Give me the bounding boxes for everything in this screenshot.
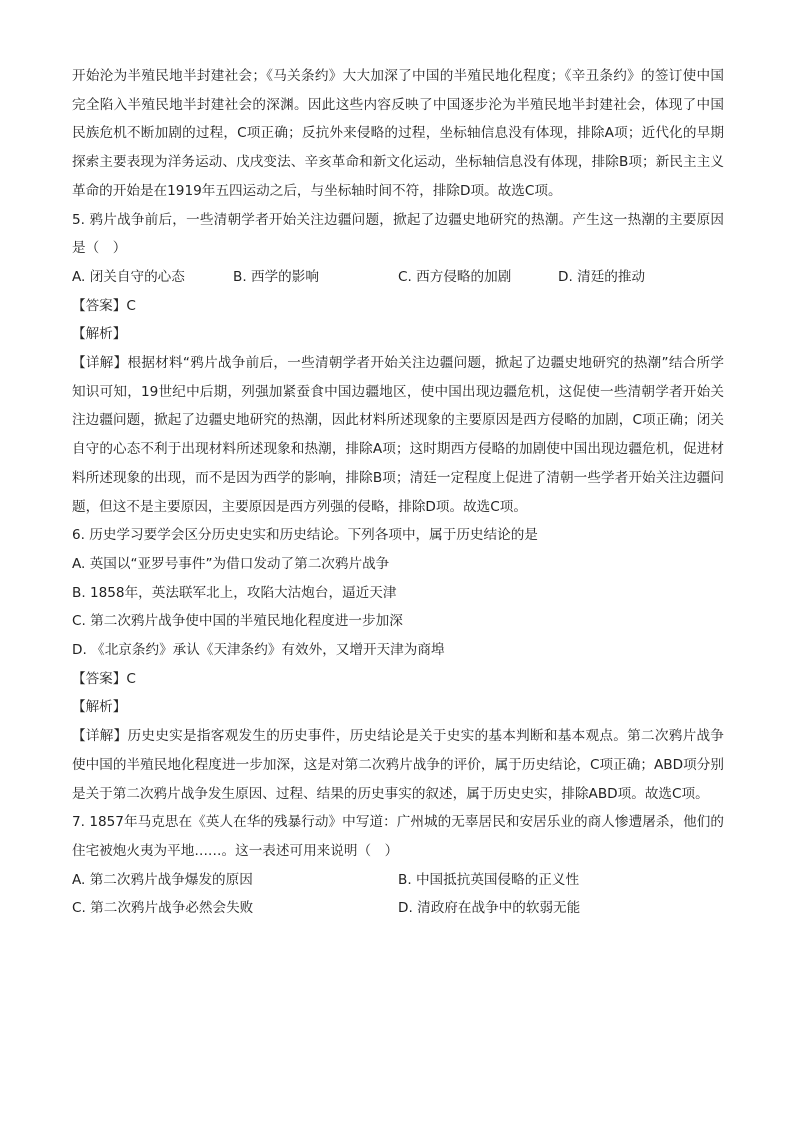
analysis-label: 【解析】 — [72, 699, 127, 716]
question-stem: 7. 1857年马克思在《英人在华的残暴行动》中写道：广州城的无辜居民和安居乐业的商人惨遭屠杀，他们的住宅被炮火夷为平地……。这一表述可用来说明（ ） — [72, 814, 724, 859]
detail-paragraph — [72, 722, 724, 808]
document-body — [72, 62, 724, 923]
analysis-label: 【解析】 — [72, 326, 127, 343]
option-b: B. 中国抵抗英国侵略的正义性 — [398, 871, 580, 888]
question-5 — [72, 206, 724, 522]
option-d: D. 清政府在战争中的软弱无能 — [398, 900, 581, 917]
answer-value: C — [126, 670, 136, 687]
detail-paragraph — [72, 349, 724, 521]
detail-label: 【详解】 — [72, 355, 128, 372]
answer-line — [72, 665, 724, 694]
option-c: C. 第二次鸦片战争必然会失败 — [72, 900, 254, 917]
option-a: A. 英国以“亚罗号事件”为借口发动了第二次鸦片战争 — [72, 555, 390, 572]
question-6 — [72, 521, 724, 808]
option-a: A. 第二次鸦片战争爆发的原因 — [72, 871, 253, 888]
answer-label: 【答案】 — [72, 297, 127, 314]
answer-value: C — [126, 297, 136, 314]
option-a: A. 闭关自守的心态 — [72, 268, 185, 285]
option-b: B. 西学的影响 — [233, 268, 319, 285]
detail-text: 根据材料“鸦片战争前后，一些清朝学者开始关注边疆问题，掀起了边疆史地研究的热潮”结合所学知识可知，19世纪中后期，列强加紧蚕食中国边疆地区，使中国出现边疆危机，这促使一些清朝学者开始关注边疆问题，掀起了边疆史地研究的热潮，因此材料所述现象的主要原因是西方侵略的加剧，C项正确；闭关自守的心态不利于出现材料所述现象和热潮，排除A项；这时期西方侵略的加剧使中国出现边疆危机，促进材料所述现象的出现，而不是因为西学的影响，排除B项；清廷一定程度上促进了清朝一些学者开始关注边疆问题，但这不是主要原因，主要原因是西方列强的侵略，排除D项。故选C项。 — [72, 355, 724, 515]
option-c: C. 西方侵略的加剧 — [398, 268, 512, 285]
option-b: B. 1858年，英法联军北上，攻陷大沽炮台，逼近天津 — [72, 584, 397, 601]
question-stem: 6. 历史学习要学会区分历史史实和历史结论。下列各项中，属于历史结论的是 — [72, 527, 538, 544]
detail-text: 历史史实是指客观发生的历史事件，历史结论是关于史实的基本判断和基本观点。第二次鸦片战争使中国的半殖民地化程度进一步加深，这是对第二次鸦片战争的评价，属于历史结论，C项正确；ABD项分别是关于第二次鸦片战争发生原因、过程、结果的历史事实的叙述，属于历史史实，排除ABD项。故选C项。 — [72, 728, 724, 802]
question-stem: 5. 鸦片战争前后，一些清朝学者开始关注边疆问题，掀起了边疆史地研究的热潮。产生这一热潮的主要原因是（ ） — [72, 211, 724, 257]
option-c: C. 第二次鸦片战争使中国的半殖民地化程度进一步加深 — [72, 613, 403, 630]
option-d: D. 清廷的推动 — [558, 268, 646, 285]
option-row — [72, 894, 724, 923]
answer-label: 【答案】 — [72, 670, 127, 687]
option-row — [72, 866, 724, 895]
intro-paragraph: 开始沦为半殖民地半封建社会；《马关条约》大大加深了中国的半殖民地化程度；《辛丑条约》的签订使中国完全陷入半殖民地半封建社会的深渊。因此这些内容反映了中国逐步沦为半殖民地半封建社会，体现了中国民族危机不断加剧的过程，C项正确；反抗外来侵略的过程，坐标轴信息没有体现，排除A项；近代化的早期探索主要表现为洋务运动、戊戌变法、辛亥革命和新文化运动，坐标轴信息没有体现，排除B项；新民主主义革命的开始是在1919年五四运动之后，与坐标轴时间不符，排除D项。故选C项。 — [72, 68, 724, 199]
answer-line — [72, 292, 724, 321]
option-row — [72, 263, 724, 292]
detail-label: 【详解】 — [72, 728, 128, 745]
option-d: D. 《北京条约》承认《天津条约》有效外，又增开天津为商埠 — [72, 642, 445, 659]
question-7 — [72, 808, 724, 923]
